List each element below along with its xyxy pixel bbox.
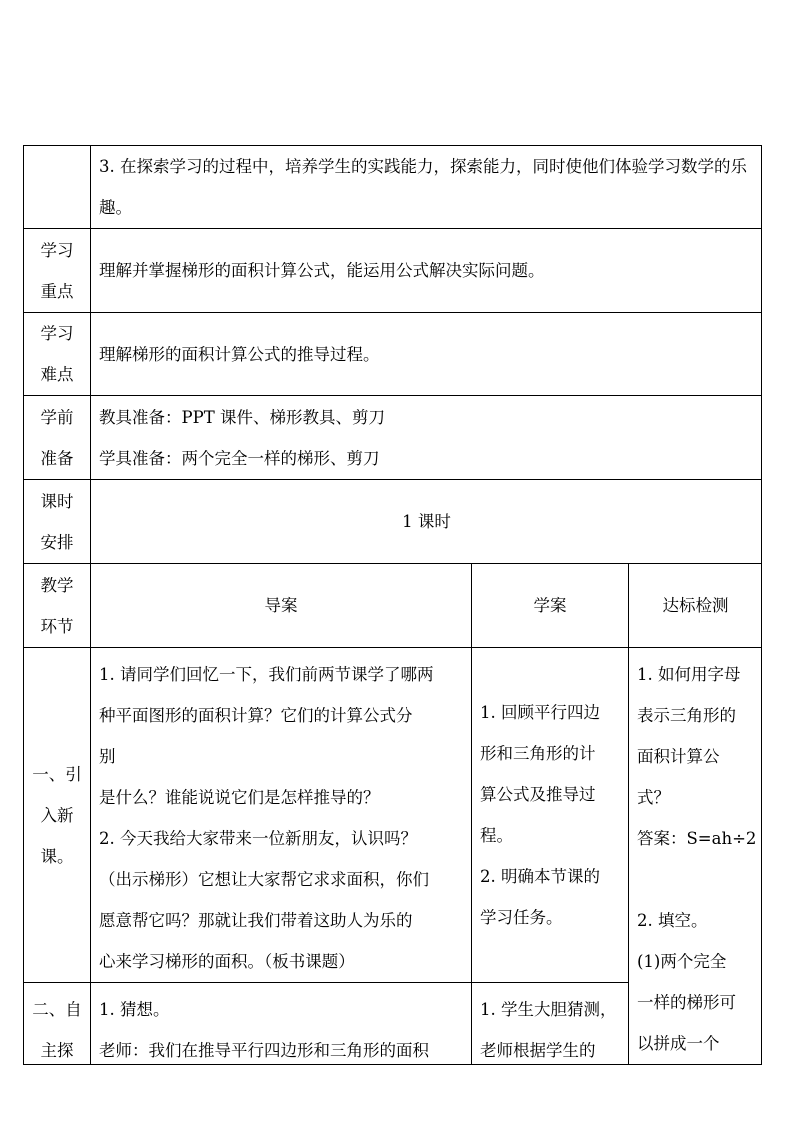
table-row-difficulties [24,313,763,396]
section1-label-line3: 课。 [40,846,74,866]
section1-study-line: 2. 明确本节课的 [480,867,600,886]
section2-study-line: 老师根据学生的 [480,1041,596,1060]
key-points-text: 理解并掌握梯形的面积计算公式，能运用公式解决实际问题。 [99,261,545,280]
schedule-text-cell [91,480,763,564]
schedule-label-line2: 安排 [40,532,74,552]
section1-guide-line: 是什么？谁能说说它们是怎样推导的？ [99,788,380,807]
section2-label-cell [24,983,91,1066]
preparation-teacher-tools: 教具准备：PPT 课件、梯形教具、剪刀 [99,407,385,427]
difficulties-label-cell [24,313,91,396]
difficulties-label-line2: 难点 [40,365,74,384]
section1-study-line: 学习任务。 [480,908,563,927]
section1-guide-line: （出示梯形）它想让大家帮它求求面积，你们 [99,870,429,889]
header-stage-line2: 环节 [40,616,74,636]
section2-guide-line: 老师：我们在推导平行四边形和三角形的面积 [99,1041,429,1060]
section1-guide-line: 心来学习梯形的面积。（板书课题） [99,952,355,971]
lesson-plan-table-frame [23,145,762,1065]
difficulties-label-line1: 学习 [40,324,74,343]
header-check-cell: 达标检测 [629,564,763,648]
preparation-label-line2: 准备 [40,448,74,468]
schedule-text: 1 课时 [402,512,451,531]
table-row-schedule [24,480,763,564]
schedule-label-cell [24,480,91,564]
check-cell [629,648,763,1066]
key-points-label-line1: 学习 [40,240,74,260]
preparation-label-line1: 学前 [40,407,74,427]
header-stage-cell [24,564,91,648]
section1-label-cell [24,648,91,983]
section1-study-line: 算公式及推导过 [480,785,596,804]
table-header-row [24,564,763,648]
section1-study-line: 形和三角形的计 [480,744,596,763]
key-points-label-cell [24,229,91,313]
check-line: 一样的梯形可 [637,993,736,1012]
section1-guide-line: 1. 请同学们回忆一下，我们前两节课学了哪两 [99,665,434,684]
table-row-key-points [24,229,763,313]
table-row-goal [24,146,763,229]
section2-study-cell [472,983,629,1066]
section2-label-line1: 二、自 [32,1000,82,1019]
check-line: 1. 如何用字母 [637,665,741,684]
goal-text-cell [91,146,763,229]
check-line: 2. 填空。 [637,911,708,930]
section2-guide-cell [91,983,472,1066]
check-line: 表示三角形的 [637,706,736,725]
header-guide-cell: 导案 [91,564,472,648]
section1-guide-line: 愿意帮它吗？那就让我们带着这助人为乐的 [99,911,413,930]
table-row-preparation [24,396,763,480]
preparation-label-cell [24,396,91,480]
table-row-section1 [24,648,763,983]
section2-guide-line: 1. 猜想。 [99,1000,170,1019]
goal-text: 3. 在探索学习的过程中，培养学生的实践能力，探索能力，同时使他们体验学习数学的乐趣。 [99,157,747,217]
difficulties-text-cell [91,313,763,396]
key-points-text-cell [91,229,763,313]
section1-study-cell [472,648,629,983]
check-line: 答案：S=ah÷2 [637,829,757,848]
section2-label-line2: 主探 [40,1041,74,1060]
check-line: 式？ [637,788,670,807]
section1-study-line: 程。 [480,826,513,845]
key-points-label-line2: 重点 [40,281,74,301]
check-line: 面积计算公 [637,747,720,766]
check-line: (1)两个完全 [637,952,727,971]
check-line [637,859,754,900]
check-line: 以拼成一个 [637,1034,720,1053]
goal-label-cell [24,146,91,229]
header-study-cell: 学案 [472,564,629,648]
section1-guide-line: 种平面图形的面积计算？它们的计算公式分 [99,706,413,725]
section1-label-line2: 入新 [40,805,74,825]
header-stage-line1: 教学 [40,575,74,595]
difficulties-text: 理解梯形的面积计算公式的推导过程。 [99,344,380,364]
preparation-student-tools: 学具准备：两个完全一样的梯形、剪刀 [99,448,380,468]
section1-guide-line: 别 [99,747,116,766]
section1-label-line1: 一、引 [32,764,82,784]
section1-guide-cell [91,648,472,983]
schedule-label-line1: 课时 [40,491,74,511]
section1-study-line: 1. 回顾平行四边 [480,703,600,722]
lesson-plan-table [23,145,762,1065]
preparation-text-cell [91,396,763,480]
section1-guide-line: 2. 今天我给大家带来一位新朋友，认识吗？ [99,829,417,848]
section2-study-line: 1. 学生大胆猜测， [480,1000,617,1019]
